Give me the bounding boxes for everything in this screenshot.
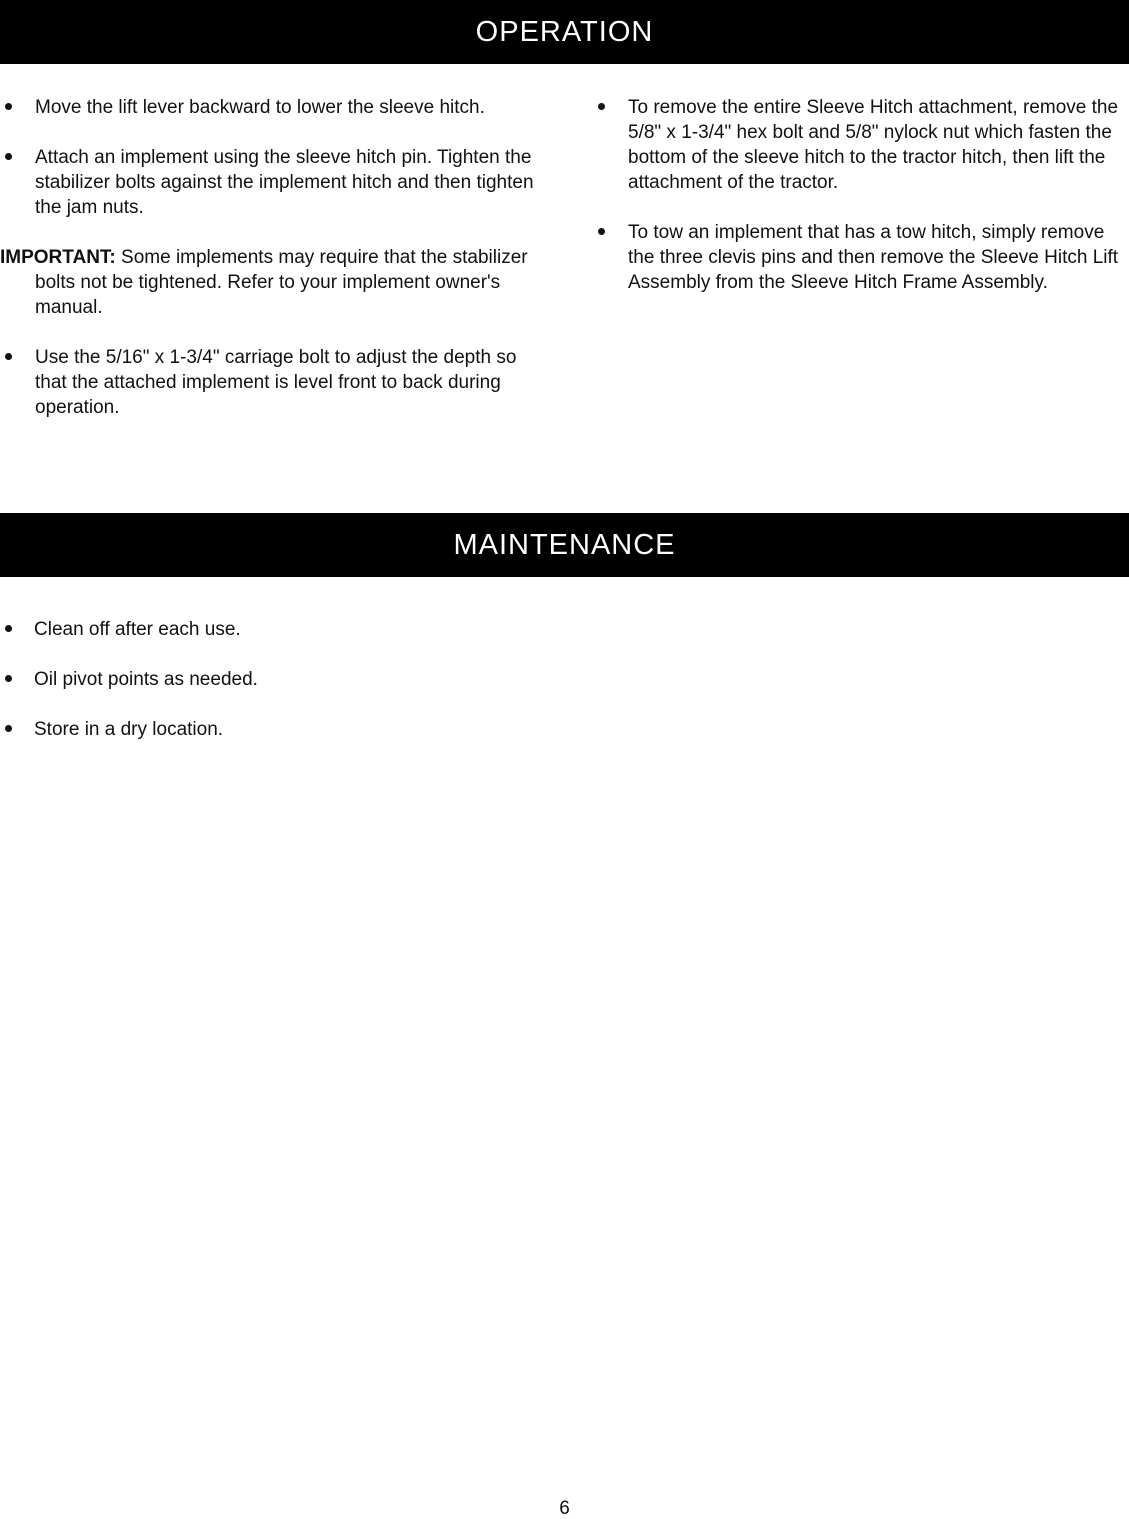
operation-title: OPERATION — [475, 15, 654, 48]
bullet-icon — [5, 675, 12, 682]
page-number: 6 — [559, 1498, 570, 1519]
bullet-icon — [598, 103, 605, 110]
operation-right-column — [593, 95, 1123, 320]
list-item-text: Move the lift lever backward to lower the sleeve hitch. — [35, 97, 485, 118]
bullet-icon — [5, 153, 12, 160]
important-text: Some implements may require that the stabilizer bolts not be tightened. Refer to your implement owner's manual. — [35, 247, 528, 318]
list-item — [593, 95, 1123, 195]
important-note — [0, 245, 540, 320]
important-label: IMPORTANT: — [0, 247, 116, 268]
list-item — [593, 220, 1123, 295]
operation-banner — [0, 0, 1129, 64]
maintenance-title: MAINTENANCE — [453, 528, 676, 561]
list-item-text: To remove the entire Sleeve Hitch attachment, remove the 5/8" x 1-3/4" hex bolt and 5/8" nylock nut which fasten the bottom of the sleeve hitch to the tractor hitch, then lift the attachment of the tractor. — [628, 97, 1119, 193]
list-item-text: Oil pivot points as needed. — [34, 669, 258, 690]
bullet-icon — [5, 725, 12, 732]
bullet-icon — [5, 625, 12, 632]
list-item — [0, 617, 700, 642]
maintenance-banner — [0, 513, 1129, 577]
list-item-text: To tow an implement that has a tow hitch, simply remove the three clevis pins and then remove the Sleeve Hitch Lift Assembly from the Sleeve Hitch Frame Assembly. — [628, 222, 1119, 293]
list-item — [0, 667, 700, 692]
list-item — [0, 95, 540, 120]
bullet-icon — [5, 103, 12, 110]
bullet-icon — [598, 228, 605, 235]
operation-left-column — [0, 95, 540, 445]
list-item-text: Use the 5/16" x 1-3/4" carriage bolt to adjust the depth so that the attached implement is level front to back during operation. — [35, 347, 517, 418]
list-item — [0, 145, 540, 220]
list-item-text: Attach an implement using the sleeve hitch pin. Tighten the stabilizer bolts against the implement hitch and then tighten the jam nuts. — [35, 147, 534, 218]
maintenance-list — [0, 617, 700, 767]
list-item-text: Clean off after each use. — [34, 619, 241, 640]
list-item — [0, 345, 540, 420]
bullet-icon — [5, 353, 12, 360]
list-item-text: Store in a dry location. — [34, 719, 224, 740]
list-item — [0, 717, 700, 742]
